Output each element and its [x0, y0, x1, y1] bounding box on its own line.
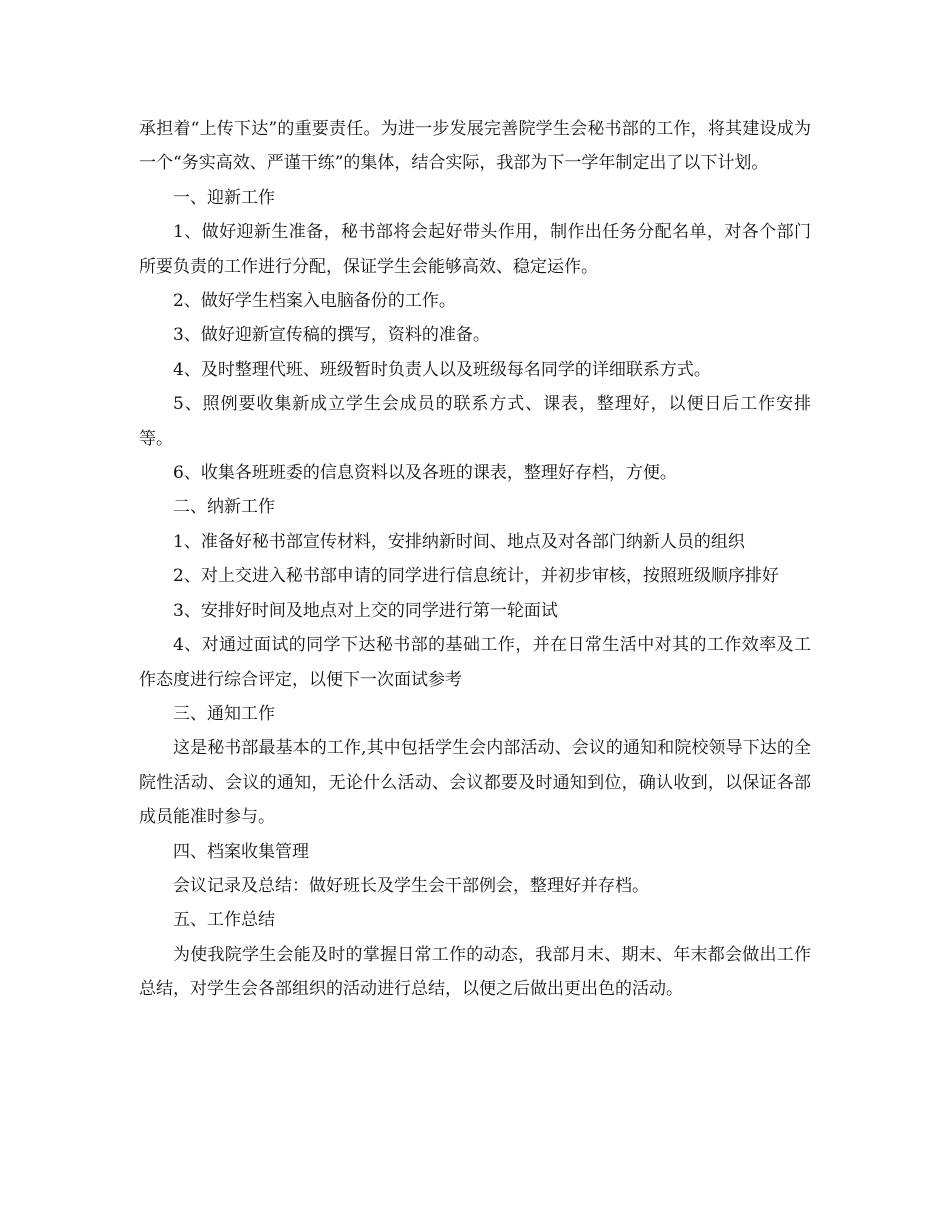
- body-paragraph: 6、收集各班班委的信息资料以及各班的课表，整理好存档，方便。: [173, 463, 677, 484]
- body-paragraph: 4、及时整理代班、班级暂时负责人以及班级每名同学的详细联系方式。: [173, 359, 711, 380]
- body-paragraph: 1、准备好秘书部宣传材料，安排纳新时间、地点及对各部门纳新人员的组织: [173, 531, 745, 552]
- body-paragraph: 3、安排好时间及地点对上交的同学进行第一轮面试: [173, 600, 558, 621]
- body-paragraph: 1、做好迎新生准备，秘书部将会起好带头作用，制作出任务分配名单，对各个部门所要负责的工作进行分配，保证学生会能够高效、稳定运作。: [139, 222, 811, 277]
- intro-paragraph: 承担着“上传下达”的重要责任。为进一步发展完善院学生会秘书部的工作，将其建设成为一个“务实高效、严谨干练”的集体，结合实际，我部为下一学年制定出了以下计划。: [139, 119, 811, 174]
- body-paragraph: 这是秘书部最基本的工作,其中包括学生会内部活动、会议的通知和院校领导下达的全院性活动、会议的通知，无论什么活动、会议都要及时通知到位，确认收到，以保证各部成员能准时参与。: [139, 738, 811, 828]
- section-heading-notification: 三、通知工作: [173, 703, 275, 724]
- body-paragraph: 4、对通过面试的同学下达秘书部的基础工作，并在日常生活中对其的工作效率及工作态度进行综合评定，以便下一次面试参考: [139, 635, 811, 690]
- body-paragraph: 会议记录及总结：做好班长及学生会干部例会，整理好并存档。: [173, 875, 649, 896]
- body-paragraph: 2、做好学生档案入电脑备份的工作。: [173, 291, 456, 312]
- section-heading-welcome: 一、迎新工作: [173, 187, 275, 208]
- body-paragraph: 3、做好迎新宣传稿的撰写，资料的准备。: [173, 325, 490, 346]
- section-heading-summary: 五、工作总结: [173, 910, 275, 931]
- body-paragraph: 5、照例要收集新成立学生会成员的联系方式、课表，整理好，以便日后工作安排等。: [139, 394, 811, 449]
- body-paragraph: 2、对上交进入秘书部申请的同学进行信息统计，并初步审核，按照班级顺序排好: [173, 566, 779, 587]
- section-heading-archive: 四、档案收集管理: [173, 841, 309, 862]
- document-body: [139, 112, 811, 1007]
- body-paragraph: 为使我院学生会能及时的掌握日常工作的动态，我部月末、期末、年末都会做出工作总结，对学生会各部组织的活动进行总结，以便之后做出更出色的活动。: [139, 944, 811, 1000]
- section-heading-recruitment: 二、纳新工作: [173, 497, 275, 518]
